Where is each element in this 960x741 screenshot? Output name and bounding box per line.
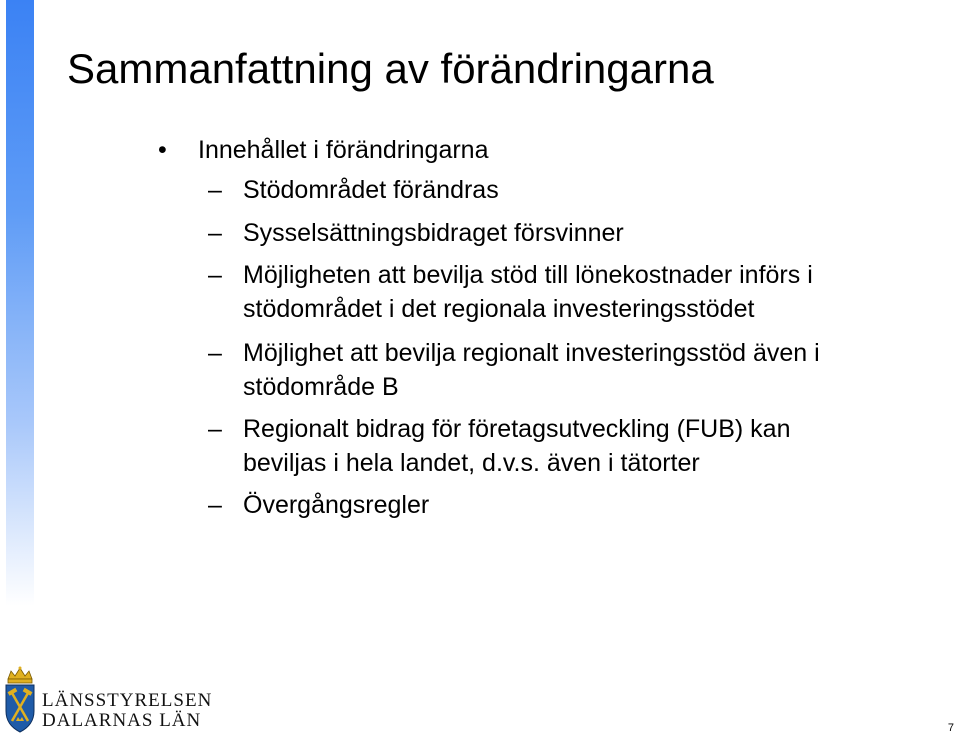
bullet-item	[158, 134, 488, 166]
sub-item-text-line-1: Möjligheten att bevilja stöd till lönekostnader införs i	[243, 261, 813, 289]
coat-of-arms-icon	[2, 665, 38, 735]
sub-item-text-line-2: stödområdet i det regionala investeringsstödet	[243, 295, 755, 323]
sub-item-text: Stödområdet förändras	[243, 176, 499, 204]
dash-marker: –	[208, 261, 222, 289]
logo-text-line-1: LÄNSSTYRELSEN	[42, 690, 213, 711]
sub-item-text-line-2: stödområde B	[243, 373, 399, 401]
sub-item-text-line-1: Regionalt bidrag för företagsutveckling (FUB) kan	[243, 415, 791, 443]
slide-title: Sammanfattning av förändringarna	[67, 45, 714, 92]
dash-marker: –	[208, 219, 222, 247]
bullet-text: Innehållet i förändringarna	[198, 136, 489, 164]
sub-item-text-line-1: Möjlighet att bevilja regionalt investeringsstöd även i	[243, 339, 820, 367]
dash-marker: –	[208, 491, 222, 519]
dash-marker: –	[208, 415, 222, 443]
dash-marker: –	[208, 176, 222, 204]
dash-marker: –	[208, 339, 222, 367]
sub-item-text-line-2: beviljas i hela landet, d.v.s. även i tätorter	[243, 449, 700, 477]
page-number: 7	[947, 722, 954, 734]
logo-text-line-2: DALARNAS LÄN	[42, 710, 202, 731]
lansstyrelsen-logo	[2, 665, 213, 735]
bullet-marker: •	[158, 136, 167, 164]
sub-item-text: Sysselsättningsbidraget försvinner	[243, 219, 624, 247]
sub-item-text: Övergångsregler	[243, 491, 430, 519]
accent-bar	[6, 0, 34, 606]
